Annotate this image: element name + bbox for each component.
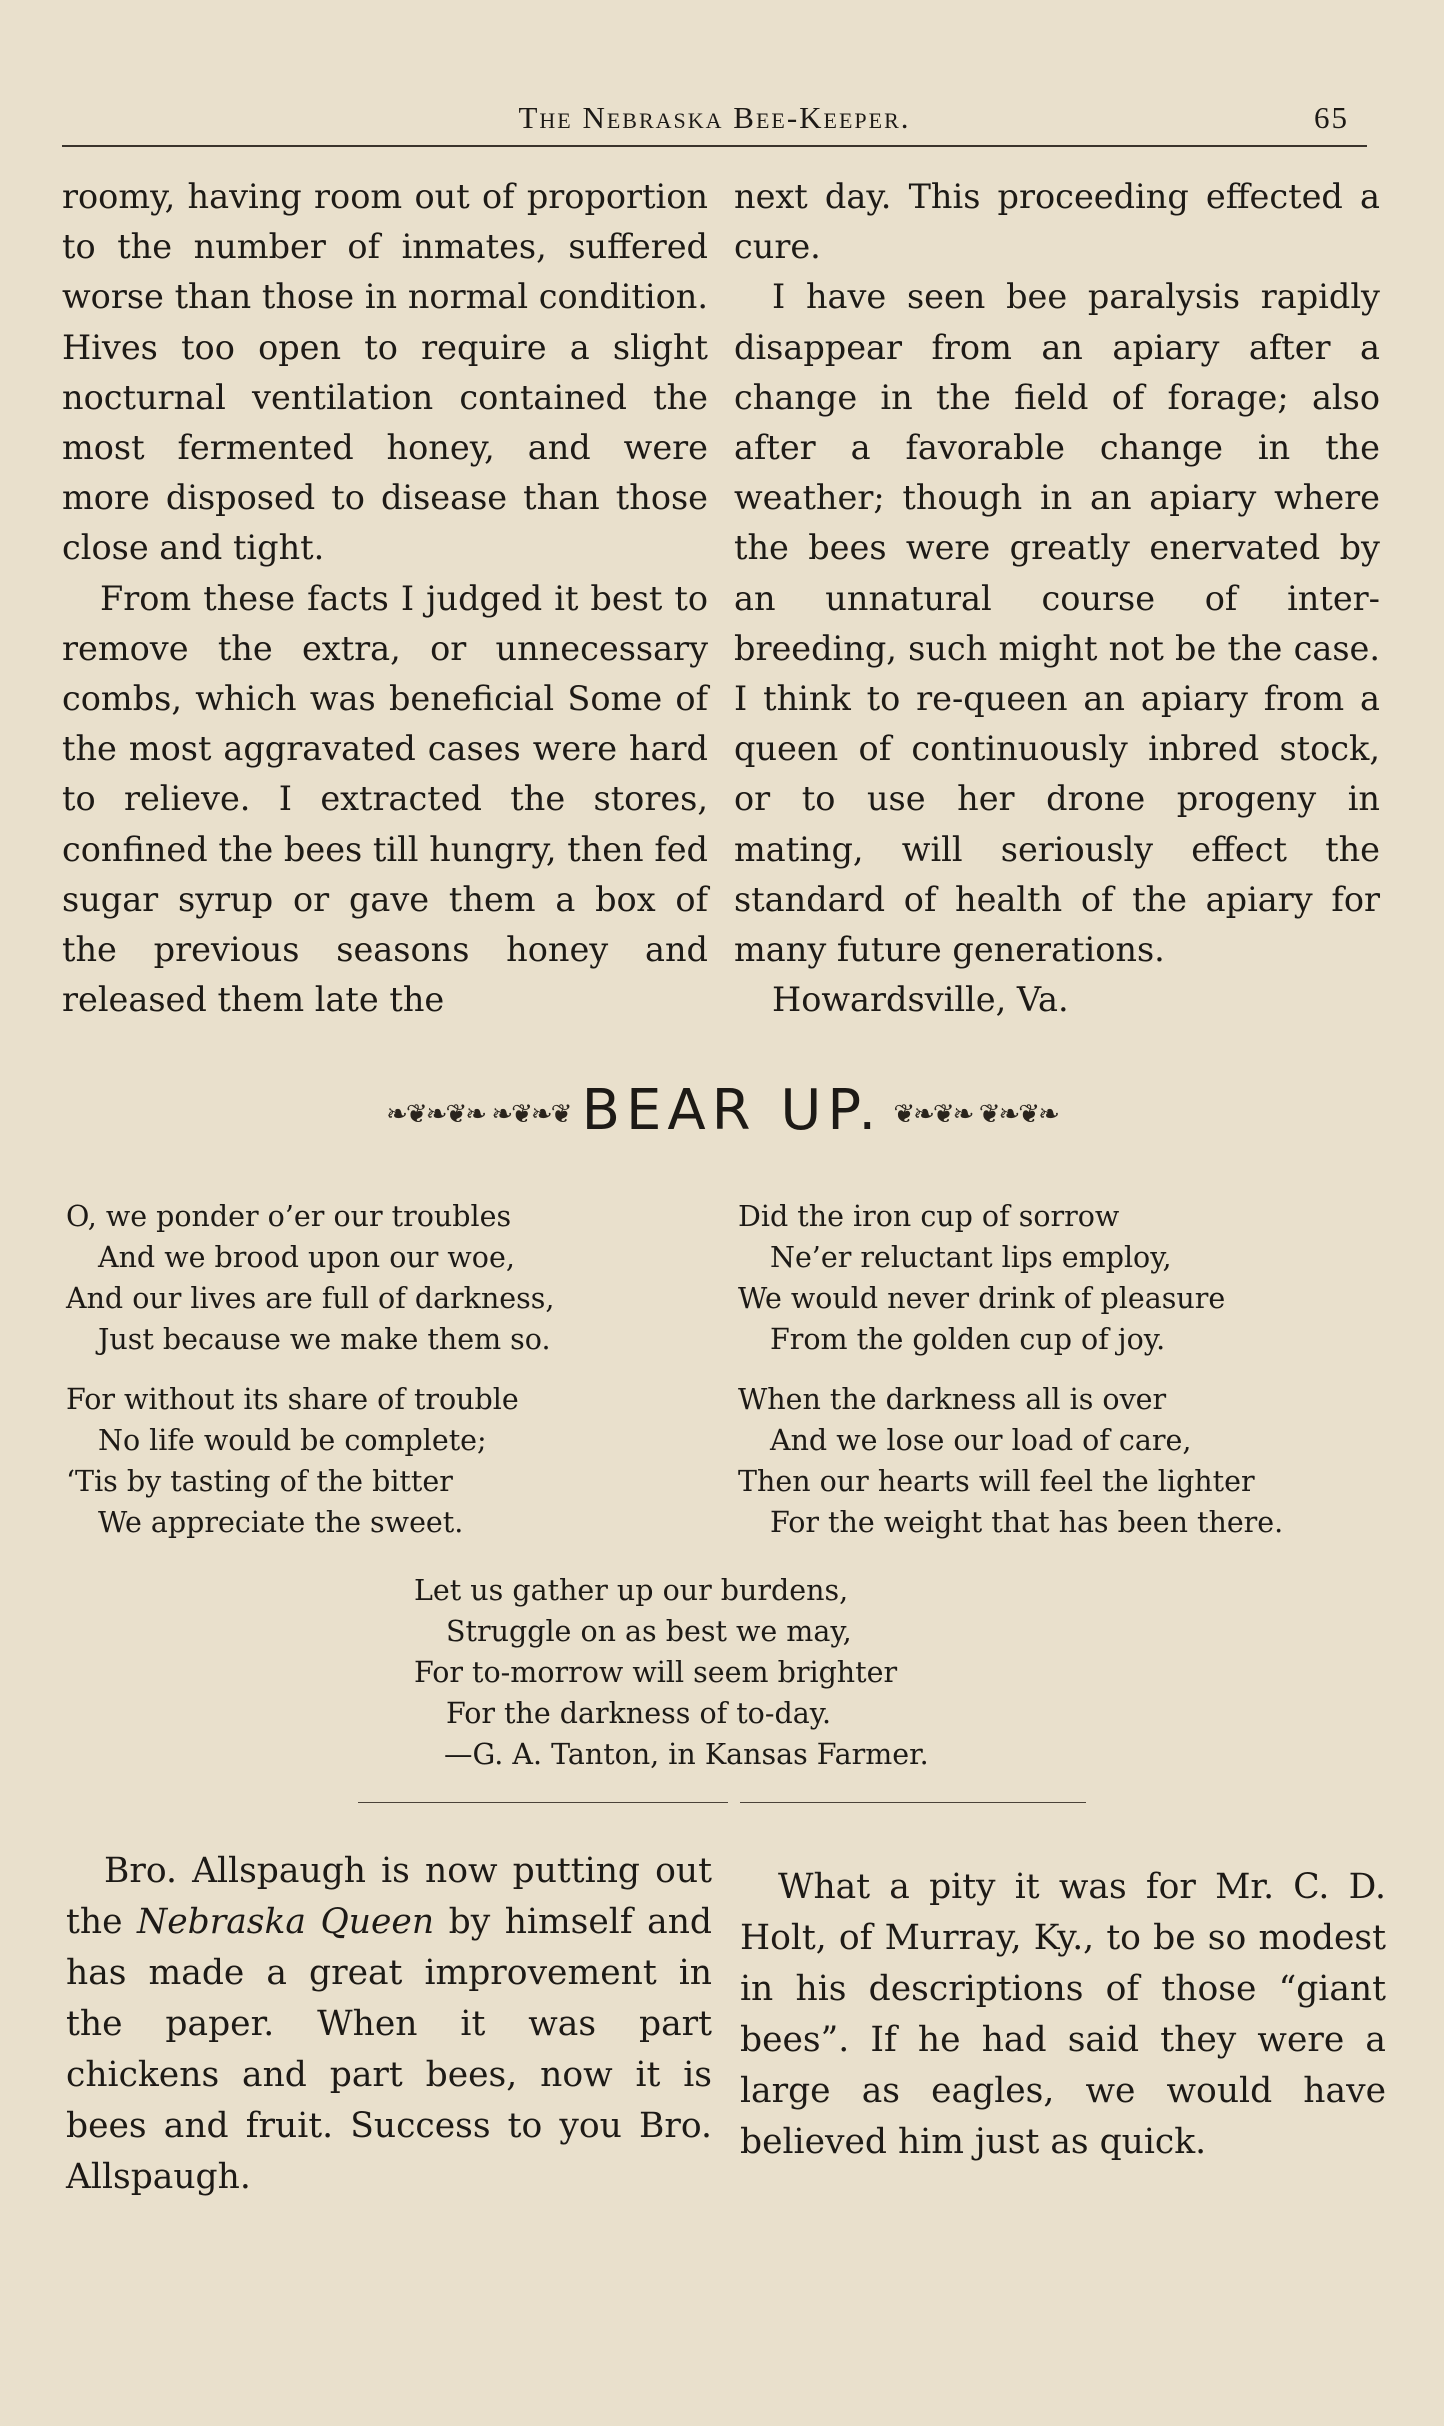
poem-line: Let us gather up our burdens, [414, 1574, 849, 1607]
poem-line: From the golden cup of joy. [770, 1323, 1166, 1356]
publication-name: Nebraska Queen [137, 1902, 435, 1942]
poem-stanza [738, 1196, 1378, 1360]
poem-line: O, we ponder o’er our troubles [66, 1200, 512, 1233]
poem-line: Did the iron cup of sorrow [738, 1200, 1120, 1233]
poem-final-stanza [414, 1570, 1054, 1775]
poem-line: And we lose our load of care, [770, 1424, 1192, 1457]
poem-line: For without its share of trouble [66, 1383, 519, 1416]
journal-title: The Nebraska Bee-Keeper. [518, 100, 911, 135]
poem-line: For the darkness of to-day. [446, 1697, 832, 1730]
poem-line: No life would be complete; [98, 1424, 487, 1457]
poem-line: Ne’er reluctant lips employ, [770, 1241, 1172, 1274]
section-divider [358, 1802, 728, 1803]
poem-heading [0, 1078, 1444, 1152]
poem-line: For to-morrow will seem brighter [414, 1656, 898, 1689]
poem-line: Struggle on as best we may, [446, 1615, 852, 1648]
note-paragraph: What a pity it was for Mr. C. D. Holt, of Murray, Ky., to be so modest in his descriptions of those “giant bees”. If he had said they were a large as eagles, we would have believed him just as quick. [740, 1867, 1386, 2162]
note-paragraph [66, 1846, 712, 2203]
article-paragraph: From these facts I judged it best to remove the extra, or unnecessary combs, which was beneficial Some of the most aggravated cases were hard to relieve. I extracted the stores, confined the bees till hungry, then fed sugar syrup or gave them a box of the previous seasons honey and released them late the [62, 578, 708, 1020]
poem-line: And our lives are full of darkness, [66, 1282, 555, 1315]
poem-line: We appreciate the sweet. [98, 1506, 464, 1539]
poem-line: We would never drink of pleasure [738, 1282, 1226, 1315]
page-number: 65 [1314, 100, 1349, 135]
poem-line: And we brood upon our woe, [98, 1241, 515, 1274]
poem-line: Then our hearts will feel the lighter [738, 1465, 1255, 1498]
poem-line: ‘Tis by tasting of the bitter [66, 1465, 453, 1498]
section-divider [740, 1802, 1086, 1803]
poem-left-column [66, 1196, 706, 1562]
poem-right-column [738, 1196, 1378, 1562]
ornament-right-icon: ❦❧❦❧ ❦❧❦❧ [893, 1099, 1058, 1130]
article-paragraph: next day. This proceeding effected a cure. [734, 177, 1380, 267]
poem-line: For the weight that has been there. [770, 1506, 1284, 1539]
article-left-column [62, 172, 708, 1025]
note-text: by himself and has made a great improvement in the paper. When it was part chickens and part bees, now it is bees and fruit. Success to you Bro. Allspaugh. [66, 1902, 713, 2197]
running-header [62, 96, 1367, 146]
poem-stanza [66, 1379, 706, 1543]
note-allspaugh [66, 1846, 712, 2203]
poem-title: BEAR UP. [581, 1078, 883, 1143]
note-holt [740, 1862, 1386, 2168]
note-text: Bro. Allspaugh is now putting out the [66, 1851, 712, 1942]
poem-stanza [66, 1196, 706, 1360]
ornament-left-icon: ❧❦❧❦❧ ❧❦❧❦ [386, 1099, 571, 1130]
poem-stanza [738, 1379, 1378, 1543]
header-rule [62, 145, 1367, 147]
article-paragraph: I have seen bee paralysis rapidly disappear from an apiary after a change in the field of forage; also after a favorable change in the weather; though in an apiary where the bees were greatly enervated by an unnatural course of inter-breeding, such might not be the case. I think to re-queen an apiary from a queen of continuously inbred stock, or to use her drone progeny in mating, will seriously effect the standard of health of the apiary for many future generations. [734, 277, 1380, 970]
article-paragraph: roomy, having room out of proportion to the number of inmates, suffered worse than those in normal condition. Hives too open to require a slight nocturnal ventilation contained the most fermented honey, and were more disposed to disease than those close and tight. [62, 177, 708, 568]
article-right-column [734, 172, 1380, 1025]
poem-attribution: —G. A. Tanton, in Kansas Farmer. [444, 1738, 929, 1771]
poem-line: When the darkness all is over [738, 1383, 1167, 1416]
article-place-signature: Howardsville, Va. [772, 980, 1069, 1020]
poem-line: Just because we make them so. [98, 1323, 551, 1356]
